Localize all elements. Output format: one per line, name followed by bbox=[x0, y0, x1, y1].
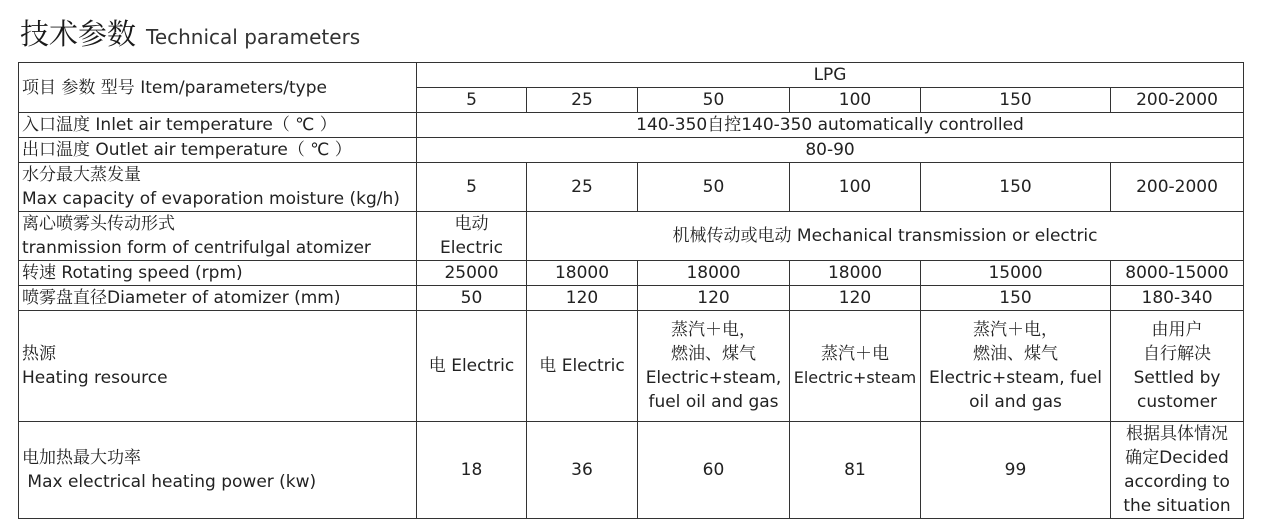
model-header-50: 50 bbox=[638, 88, 790, 113]
power-label-zh: 电加热最大功率 bbox=[22, 448, 141, 468]
heating-value-line: 自行解决 bbox=[1143, 344, 1212, 364]
power-label-cell bbox=[19, 422, 417, 519]
row-atomizer-diameter bbox=[19, 286, 1244, 311]
heating-label-cell bbox=[19, 311, 417, 422]
heating-value-150 bbox=[921, 311, 1111, 422]
power-last-line: 根据具体情况 bbox=[1126, 424, 1229, 444]
transmission-value-5 bbox=[417, 212, 527, 261]
page-heading bbox=[20, 12, 360, 52]
diameter-label: 喷雾盘直径Diameter of atomizer (mm) bbox=[22, 288, 341, 308]
diameter-value-50: 120 bbox=[638, 286, 790, 311]
diameter-value-200-2000: 180-340 bbox=[1111, 286, 1244, 311]
speed-value-5: 25000 bbox=[417, 261, 527, 286]
transmission-label-cell bbox=[19, 212, 417, 261]
header-row-group bbox=[19, 63, 1244, 88]
model-header-150: 150 bbox=[921, 88, 1111, 113]
heating-value-line: 燃油、煤气 bbox=[671, 344, 756, 364]
diameter-value-5: 50 bbox=[417, 286, 527, 311]
inlet-label-cell bbox=[19, 113, 417, 138]
heating-value-line: 由用户 bbox=[1151, 320, 1203, 340]
corner-header-cell bbox=[19, 63, 417, 113]
row-heating-resource bbox=[19, 311, 1244, 422]
speed-label: 转速 Rotating speed (rpm) bbox=[22, 263, 243, 283]
model-header-100: 100 bbox=[790, 88, 921, 113]
heating-value-50 bbox=[638, 311, 790, 422]
power-value-150: 99 bbox=[921, 422, 1111, 519]
transmission-first-en: Electric bbox=[440, 238, 503, 258]
heating-value-line: Electric+steam, fuel bbox=[929, 368, 1102, 388]
heating-value-line: Electric+steam, bbox=[645, 368, 782, 388]
row-evaporation-capacity bbox=[19, 163, 1244, 212]
capacity-label-en: Max capacity of evaporation moisture (kg/h) bbox=[22, 189, 400, 209]
heating-value-line: 蒸汽＋电， bbox=[973, 320, 1058, 340]
power-label-en: Max electrical heating power (kw) bbox=[22, 472, 317, 492]
heating-value-line: customer bbox=[1136, 392, 1218, 412]
power-last-line: according to bbox=[1124, 472, 1230, 492]
diameter-value-100: 120 bbox=[790, 286, 921, 311]
heading-chinese: 技术参数 bbox=[20, 17, 137, 51]
power-last-line: 确定Decided bbox=[1125, 448, 1229, 468]
row-outlet-temperature bbox=[19, 138, 1244, 163]
inlet-label: 入口温度 Inlet air temperature（ ℃ ） bbox=[22, 115, 337, 135]
power-value-100: 81 bbox=[790, 422, 921, 519]
diameter-label-cell bbox=[19, 286, 417, 311]
heating-value-line: 蒸汽＋电 bbox=[821, 344, 889, 364]
heating-value-100 bbox=[790, 311, 921, 422]
power-value-50: 60 bbox=[638, 422, 790, 519]
heating-value-line: oil and gas bbox=[969, 392, 1062, 412]
model-header-25: 25 bbox=[527, 88, 638, 113]
heating-value-line: 燃油、煤气 bbox=[973, 344, 1058, 364]
diameter-value-150: 150 bbox=[921, 286, 1111, 311]
technical-parameters-table bbox=[18, 62, 1244, 519]
capacity-value-50: 50 bbox=[638, 163, 790, 212]
row-heating-power bbox=[19, 422, 1244, 519]
capacity-value-200-2000: 200-2000 bbox=[1111, 163, 1244, 212]
heating-label-en: Heating resource bbox=[22, 368, 168, 388]
speed-value-50: 18000 bbox=[638, 261, 790, 286]
row-rotating-speed bbox=[19, 261, 1244, 286]
capacity-value-150: 150 bbox=[921, 163, 1111, 212]
transmission-value-rest: 机械传动或电动 Mechanical transmission or electric bbox=[527, 212, 1244, 261]
row-inlet-temperature bbox=[19, 113, 1244, 138]
speed-value-25: 18000 bbox=[527, 261, 638, 286]
heading-english: Technical parameters bbox=[146, 25, 361, 49]
capacity-value-100: 100 bbox=[790, 163, 921, 212]
heating-value-line: Settled by bbox=[1133, 368, 1221, 388]
transmission-first-zh: 电动 bbox=[454, 214, 489, 234]
heating-value-line: 电 Electric bbox=[428, 356, 515, 376]
heating-value-25 bbox=[527, 311, 638, 422]
speed-value-200-2000: 8000-15000 bbox=[1111, 261, 1244, 286]
capacity-label-zh: 水分最大蒸发量 bbox=[22, 165, 141, 185]
capacity-value-5: 5 bbox=[417, 163, 527, 212]
heating-value-line: fuel oil and gas bbox=[648, 392, 779, 412]
capacity-value-25: 25 bbox=[527, 163, 638, 212]
heating-value-line: Electric+steam bbox=[793, 368, 917, 387]
row-transmission-form bbox=[19, 212, 1244, 261]
model-header-200-2000: 200-2000 bbox=[1111, 88, 1244, 113]
heating-value-line: 电 Electric bbox=[539, 356, 625, 376]
outlet-label-cell bbox=[19, 138, 417, 163]
power-value-200-2000 bbox=[1111, 422, 1244, 519]
model-header-5: 5 bbox=[417, 88, 527, 113]
speed-value-100: 18000 bbox=[790, 261, 921, 286]
lpg-group-header: LPG bbox=[417, 63, 1244, 88]
speed-label-cell bbox=[19, 261, 417, 286]
heating-value-5 bbox=[417, 311, 527, 422]
power-value-25: 36 bbox=[527, 422, 638, 519]
heating-value-line: 蒸汽＋电， bbox=[671, 320, 756, 340]
power-value-5: 18 bbox=[417, 422, 527, 519]
transmission-label-en: tranmission form of centrifulgal atomizer bbox=[22, 238, 371, 258]
power-last-line: the situation bbox=[1123, 496, 1231, 516]
outlet-value: 80-90 bbox=[417, 138, 1244, 163]
outlet-label: 出口温度 Outlet air temperature（ ℃ ） bbox=[22, 140, 352, 160]
capacity-label-cell bbox=[19, 163, 417, 212]
corner-header-label: 项目 参数 型号 Item/parameters/type bbox=[22, 77, 327, 98]
diameter-value-25: 120 bbox=[527, 286, 638, 311]
heating-label-zh: 热源 bbox=[22, 344, 56, 364]
transmission-label-zh: 离心喷雾头传动形式 bbox=[22, 214, 175, 234]
inlet-value: 140-350自控140-350 automatically controlled bbox=[417, 113, 1244, 138]
speed-value-150: 15000 bbox=[921, 261, 1111, 286]
heating-value-200-2000 bbox=[1111, 311, 1244, 422]
